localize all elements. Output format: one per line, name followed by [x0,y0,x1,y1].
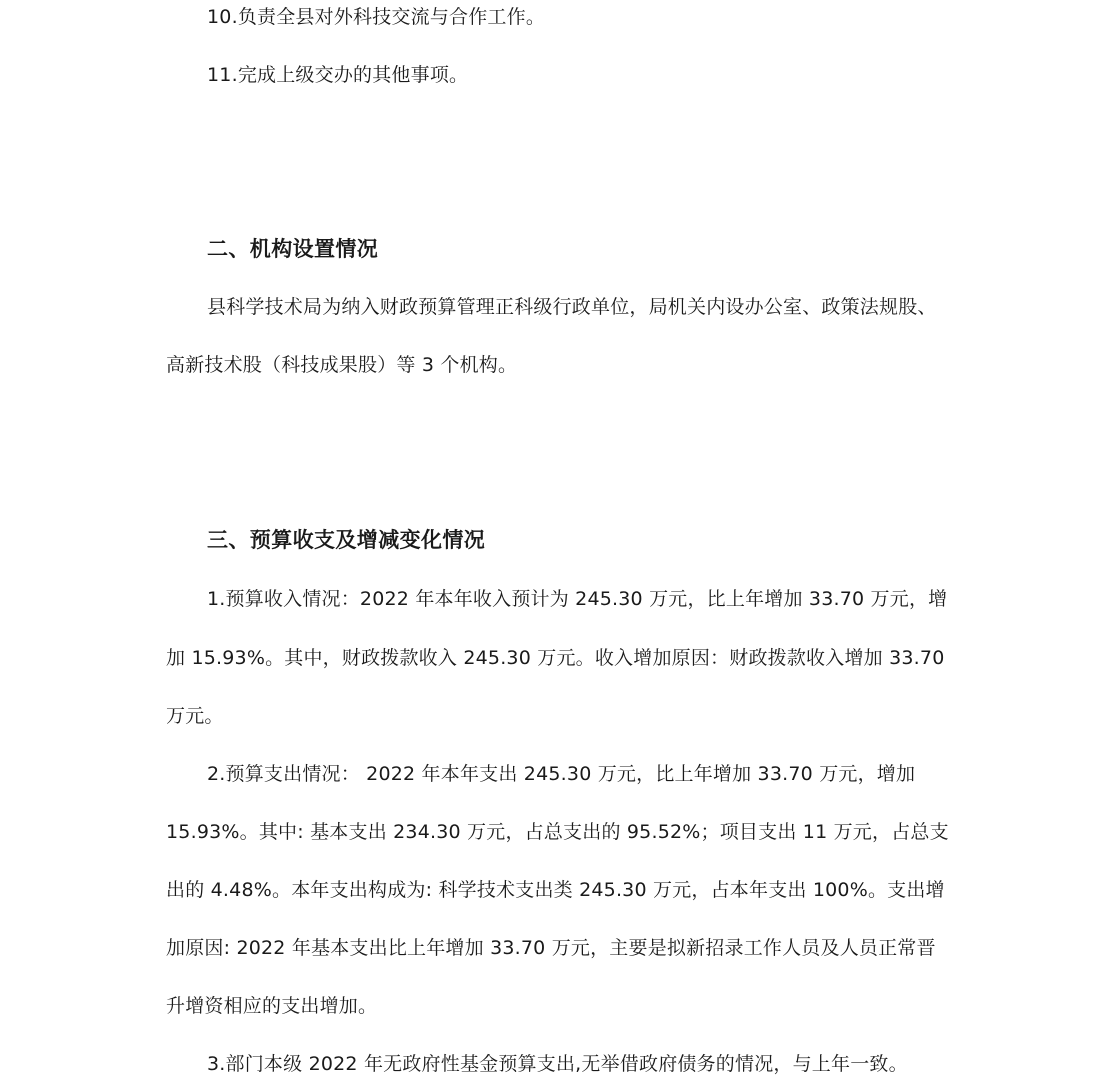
income-paragraph-line-3: 万元。 [166,705,224,727]
organization-paragraph-line-1: 县科学技术局为纳入财政预算管理正科级行政单位，局机关内设办公室、政策法规股、 [207,296,937,318]
duty-item-10: 10.负责全县对外科技交流与合作工作。 [207,6,546,28]
income-paragraph-line-1: 1.预算收入情况：2022 年本年收入预计为 245.30 万元，比上年增加 33.70 万元，增 [207,588,948,610]
expense-paragraph-line-4: 加原因: 2022 年基本支出比上年增加 33.70 万元，主要是拟新招录工作人员及人员正常晋 [166,937,936,959]
expense-paragraph-line-3: 出的 4.48%。本年支出构成为: 科学技术支出类 245.30 万元，占本年支出 100%。支出增 [166,879,945,901]
expense-paragraph-line-2: 15.93%。其中: 基本支出 234.30 万元，占总支出的 95.52%；项目支出 11 万元，占总支 [166,821,949,843]
income-paragraph-line-2: 加 15.93%。其中，财政拨款收入 245.30 万元。收入增加原因：财政拨款收入增加 33.70 [166,647,945,669]
section-heading-budget: 三、预算收支及增减变化情况 [207,528,486,552]
organization-paragraph-line-2: 高新技术股（科技成果股）等 3 个机构。 [166,354,518,376]
expense-paragraph-line-1: 2.预算支出情况： 2022 年本年支出 245.30 万元，比上年增加 33.70 万元，增加 [207,763,916,785]
section-heading-organization: 二、机构设置情况 [207,237,379,261]
duty-item-11: 11.完成上级交办的其他事项。 [207,64,469,86]
expense-paragraph-line-5: 升增资相应的支出增加。 [166,995,378,1017]
fund-paragraph-line-1: 3.部门本级 2022 年无政府性基金预算支出,无举借政府债务的情况，与上年一致。 [207,1053,908,1075]
